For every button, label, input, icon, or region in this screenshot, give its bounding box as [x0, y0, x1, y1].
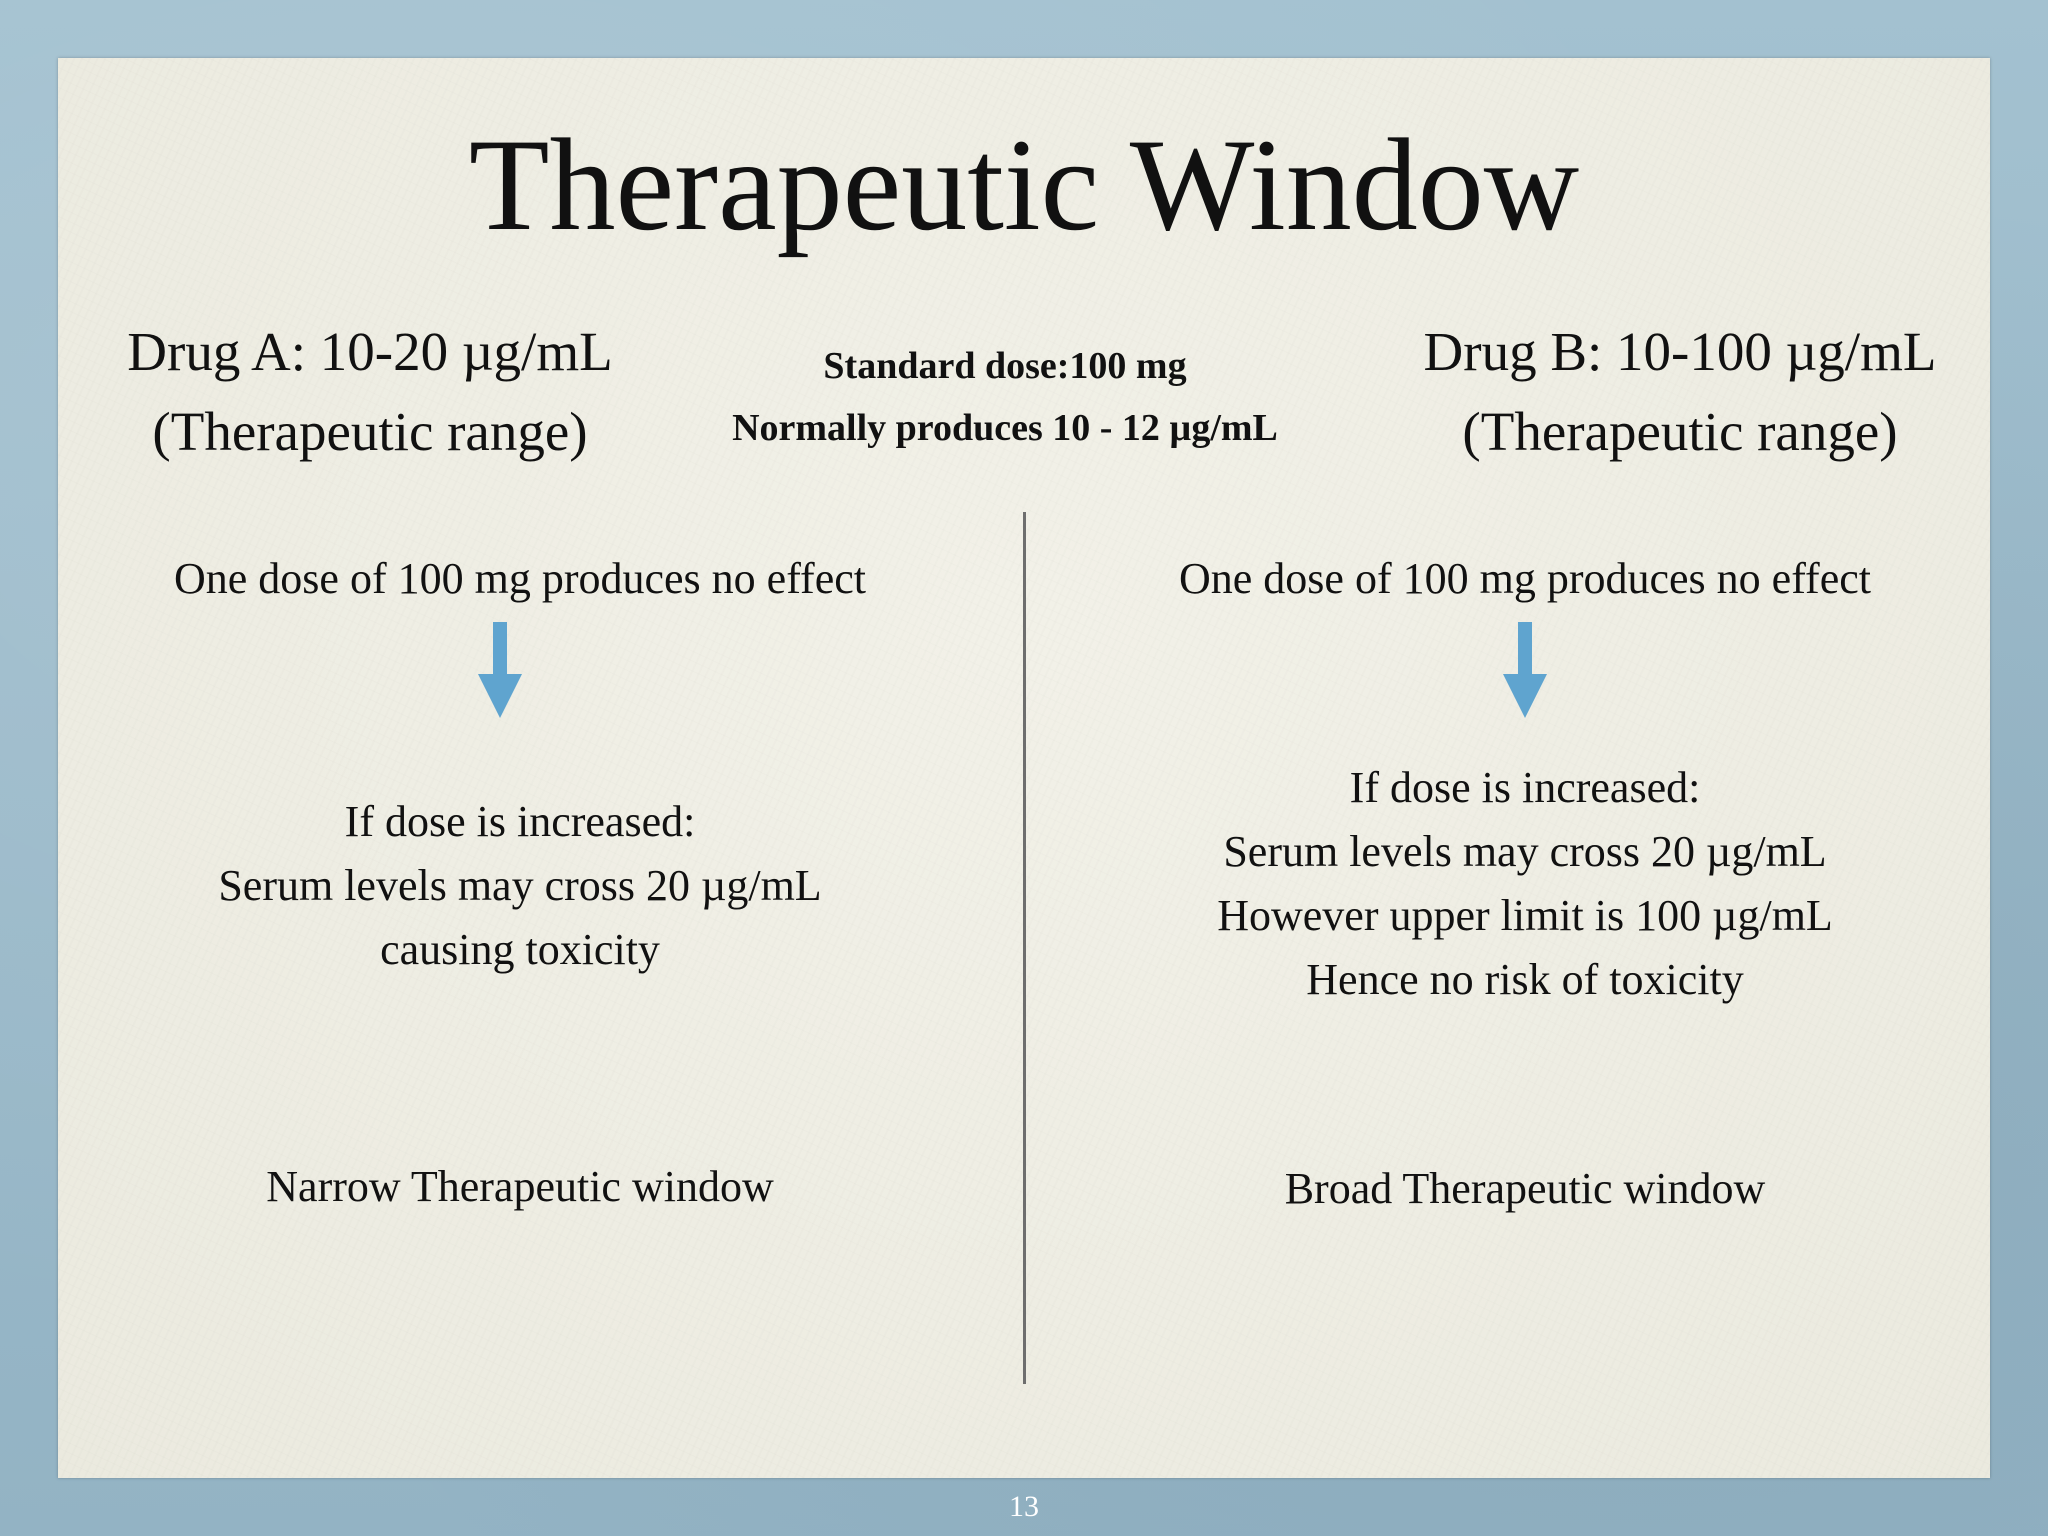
drug-a-range-label: Drug A: 10-20 µg/mL [127, 321, 613, 382]
drug-a-increase-text [120, 790, 920, 982]
drug-a-dose-effect: One dose of 100 mg produces no effect [174, 554, 866, 603]
column-divider [1023, 512, 1026, 1384]
page-number: 13 [1009, 1490, 1039, 1523]
drug-b-increase-line: Hence no risk of toxicity [1306, 955, 1744, 1004]
standard-dose-label: Standard dose:100 mg [823, 345, 1187, 387]
drug-b-range [1380, 312, 1980, 472]
drug-b-dose-effect: One dose of 100 mg produces no effect [1179, 554, 1871, 603]
drug-a-increase-line: If dose is increased: [344, 797, 696, 846]
drug-a-conclusion: Narrow Therapeutic window [266, 1162, 774, 1211]
drug-a-increase-line: causing toxicity [380, 925, 660, 974]
drug-a-range [70, 312, 670, 472]
standard-dose-block [680, 335, 1330, 459]
drug-a-range-caption: (Therapeutic range) [152, 401, 588, 462]
drug-b-conclusion: Broad Therapeutic window [1284, 1164, 1766, 1213]
standard-dose-result: Normally produces 10 - 12 µg/mL [732, 407, 1278, 449]
drug-b-range-caption: (Therapeutic range) [1462, 401, 1898, 462]
drug-b-increase-line: However upper limit is 100 µg/mL [1217, 891, 1833, 940]
down-arrow-icon [478, 622, 522, 718]
slide-title: Therapeutic Window [468, 111, 1580, 258]
drug-b-increase-line: Serum levels may cross 20 µg/mL [1223, 827, 1827, 876]
drug-b-range-label: Drug B: 10-100 µg/mL [1423, 321, 1937, 382]
drug-a-increase-line: Serum levels may cross 20 µg/mL [218, 861, 822, 910]
down-arrow-icon [1503, 622, 1547, 718]
drug-b-increase-line: If dose is increased: [1349, 763, 1701, 812]
drug-b-increase-text [1125, 756, 1925, 1012]
